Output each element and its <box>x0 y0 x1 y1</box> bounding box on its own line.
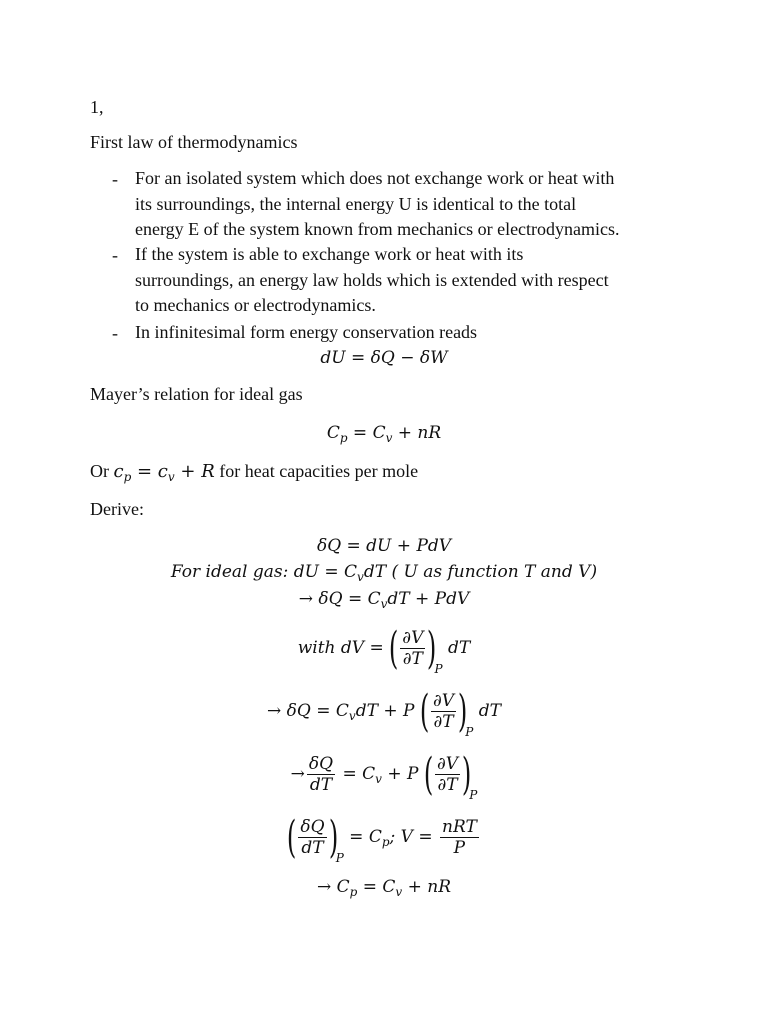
derive-line-6: → $\frac{\delta Q}{dT}$ = $C_v + P$ ( $\frac{\partial V}{\partial T}$ )P <box>290 748 478 802</box>
bullet-1-line-1: For an isolated system which does not exchange work or heat with <box>135 168 615 188</box>
mayer-equation: $C_p = C_v$ + nR <box>326 423 442 445</box>
molar-relation-line: Or $c_p = c_v + R$ for heat capacities per mole <box>90 461 419 484</box>
derive-line-4: with dV = ( $\frac{\partial V}{\partial T}$ )P dT <box>297 622 471 676</box>
section-title-mayer: Mayer’s relation for ideal gas <box>90 384 303 404</box>
bullet-marker: - <box>112 245 118 265</box>
first-law-equation: dU = δQ − δW <box>320 348 448 368</box>
bullet-1 <box>135 166 695 243</box>
bullet-3 <box>135 320 695 346</box>
derive-line-8: → $C_p = C_v$ + nR <box>317 877 451 899</box>
bullet-2-line-3: to mechanics or electrodynamics. <box>135 295 376 316</box>
bullet-2 <box>135 242 695 319</box>
bullet-2-line-2: surroundings, an energy law holds which is extended with respect <box>135 269 609 290</box>
derive-line-1: δQ = dU + PdV <box>316 536 452 556</box>
derive-line-2: For ideal gas: dU = $C_vdT$ ( U as function T and V) <box>170 562 598 584</box>
derive-label: Derive: <box>90 499 144 519</box>
section-title-first-law: First law of thermodynamics <box>90 132 298 152</box>
bullet-marker: - <box>112 323 118 343</box>
bullet-1-line-2: its surroundings, the internal energy U is identical to the total <box>135 193 577 214</box>
bullet-2-line-1: If the system is able to exchange work or heat with its <box>135 244 524 264</box>
derive-line-5: → $\delta Q = C_vdT + P$ ( $\frac{\partial V}{\partial T}$ )P dT <box>267 685 501 739</box>
bullet-1-line-3: energy E of the system known from mechanics or electrodynamics. <box>135 219 620 240</box>
page-number: 1, <box>90 97 104 117</box>
derive-line-7: ( $\frac{\delta Q}{dT}$ )$P = C_p$; V = $\frac{\text{nRT}}{P}$ <box>287 811 477 865</box>
derive-line-3: → $\delta Q = C_vdT$ + PdV <box>298 589 470 611</box>
bullet-3-line-1: In infinitesimal form energy conservation reads <box>135 322 478 342</box>
bullet-marker: - <box>112 169 118 189</box>
